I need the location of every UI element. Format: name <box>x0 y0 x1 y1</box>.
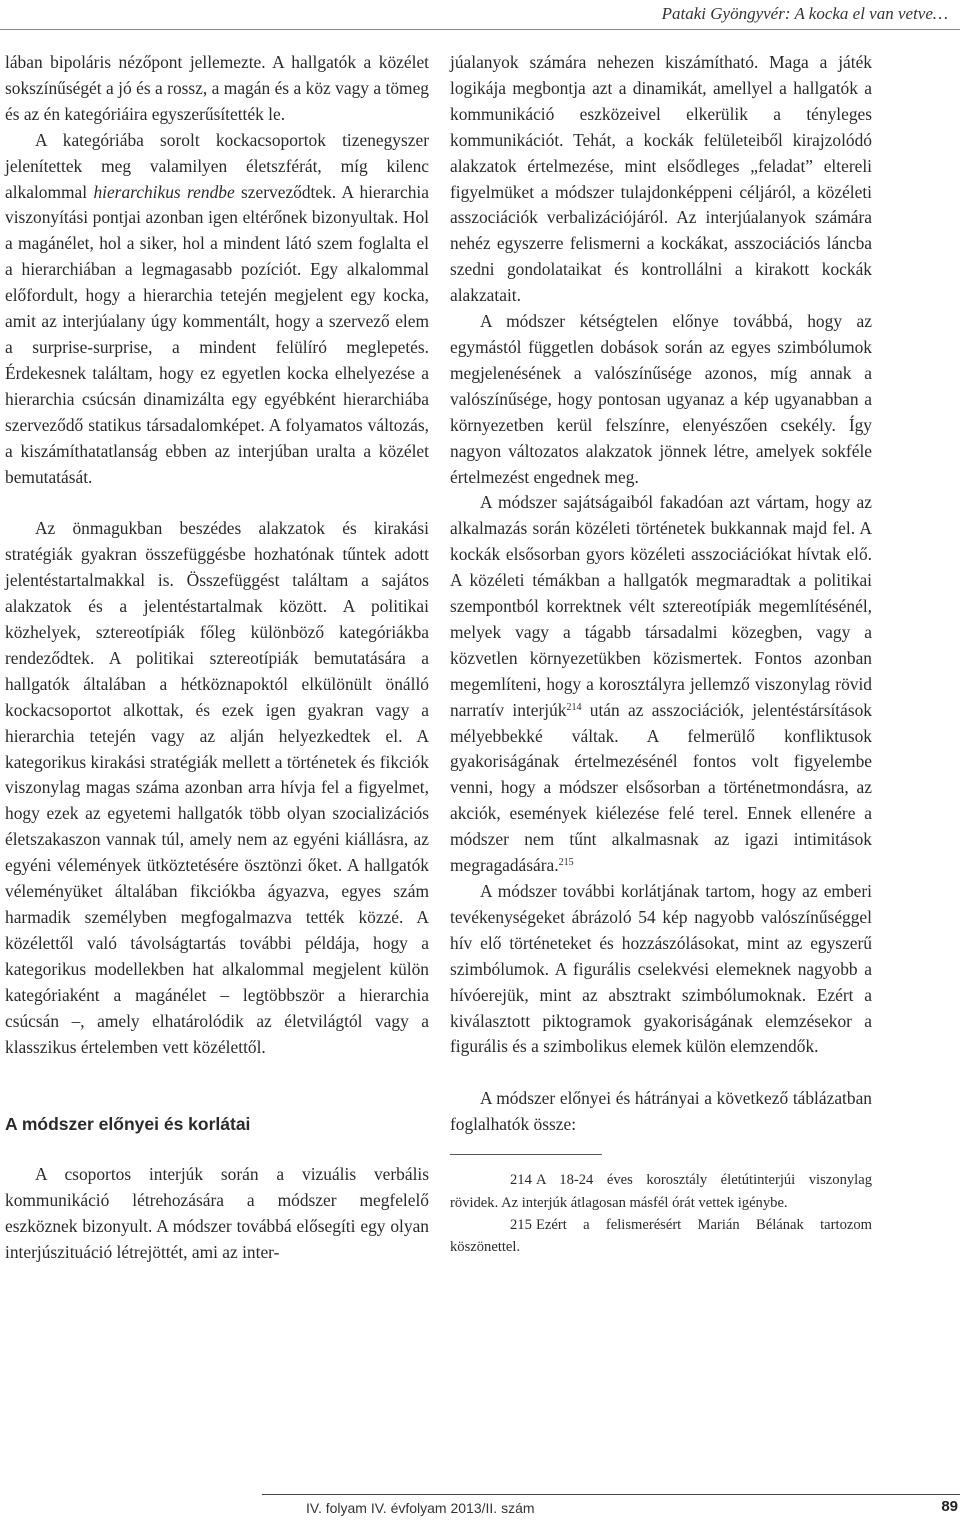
issue-info: IV. folyam IV. évfolyam 2013/II. szám <box>306 1500 535 1516</box>
text-run: A kategóriába sorolt kockacsoportok tizenegyszer jelenítettek meg valamilyen életszférát, míg kilenc alkalommal <box>5 129 429 202</box>
left-column <box>5 50 429 1266</box>
text-run: A módszer sajátságaiból fakadóan azt vártam, hogy az alkalmazás során közéleti történetek bukkannak majd fel. A kockák elsősorban gyors közéleti asszociációkat hívtak elő. A közéleti témákban a hallgatók megmaradtak a politikai szempontból korrektnek vélt sztereotípiák megemlítésénél, melyek vagy a tágabb társadalmi közegben, vagy a közvetlen környezetükben közismertek. Fontos azonban megemlíteni, hogy a korosztályra jellemző viszonylag rövid narratív interjúk <box>450 492 872 720</box>
footnote-rule <box>450 1154 602 1155</box>
paragraph <box>450 490 872 879</box>
text-run: szerveződtek. A hierarchia viszonyítási pontjai azonban igen eltérőnek bizonyultak. Hol a magánélet, hol a siker, hol a mindent látó szem foglalta el a hierarchiában a legmagasabb pozíciót. Egy alkalommal előfordult, hogy a hierarchia tetején megjelent egy kocka, amit az interjúalany úgy kommentált, hogy a szervező elem a surprise-surprise, a mindent felülíró meglepetés. Érdekesnek találtam, hogy ez egyetlen kocka elhelyezése a hierarchia csúcsán dinamizálta egy egyébként hierarchiába szerveződő statikus társadalomképet. A folyamatos változás, a kiszámíthatatlanság ebben az interjúban uralta a közélet bemutatását. <box>5 181 429 487</box>
header-rule <box>0 29 960 30</box>
paragraph: A módszer kétségtelen előnye továbbá, hogy az egymástól független dobások során az egyes szimbólumok megjelenésének a valószínűsége azonos, míg annak a valószínűsége, hogy pontosan ugyanaz a kép ugyanabban a környezetben kerül felszínre, elenyészően csekély. Így nagyon változatos alakzatok jönnek létre, amelyek sokféle értelmezést engednek meg. <box>450 311 872 487</box>
paragraph: A csoportos interjúk során a vizuális verbális kommunikáció létrehozására a módszer megfelelő eszköznek bizonyult. A módszer továbbá elősegíti egy olyan interjúszituáció létrejöttét, ami az inter- <box>5 1164 429 1263</box>
paragraph: Az önmagukban beszédes alakzatok és kirakási stratégiák gyakran összefüggésbe hozhatónak tűntek adott jelentéstartalmakkal is. Összefüggést találtam a sajátos alakzatok és a jelentéstartalmak között. A politikai közhelyek, sztereotípiák főleg különböző kategóriákba rendeződtek. A politikai sztereotípiák bemutatására a hallgatók általában a hétköznapoktól elkülönült önálló kockacsoportot alkottak, és ezek igen gyakran vagy a hierarchia tetején vagy az alján helyezkedtek el. A kategorikus kirakási stratégiák mellett a történetek és fikciók viszonylag magas száma azonban arra hívja fel a figyelmet, hogy ezek az egyetemi hallgatók több olyan szocializációs életszakaszon vannak túl, amely nem az egyéni kiállásra, az egyéni vélemények ütköztetésére ösztönzi őket. A hallgatók véleményüket általában fikciókba ágyazva, egyes szám harmadik személyben megfogalmazva tették közzé. A közélettől való távolságtartás további példája, hogy a kategorikus modellekben hat alkalommal megjelent külön kategóriaként a magánélet – legtöbbször a hierarchia csúcsán –, amely elhatárolódik az életvilágtól vagy a klasszikus értelemben vett közélettől. <box>5 518 429 1057</box>
paragraph: A módszer további korlátjának tartom, hogy az emberi tevékenységeket ábrázoló 54 kép nagyobb valószínűséggel hív elő történeteket és hozzászólásokat, mint az egyszerű szimbólumok. A figurális cselekvési elemeknek nagyobb a hívóerejük, mint az absztrakt szimbólumoknak. Ezért a kiválasztott piktogramok gyakoriságának elemzésekor a figurális és a szimbolikus elemek külön elemzendők. <box>450 881 872 1057</box>
page-number: 89 <box>941 1498 958 1515</box>
footnote-text: Ezért a felismerésért Marián Bélának tartozom köszönettel. <box>450 1216 872 1256</box>
paragraph: lában bipoláris nézőpont jellemezte. A hallgatók a közélet sokszínűségét a jó és a rossz, a magán és a köz vagy a tömeg és az én kategóriáira egyszerűsítették le. <box>5 52 429 124</box>
running-head: Pataki Gyöngyvér: A kocka el van vetve… <box>661 4 948 23</box>
text-run: után az asszociációk, jelentéstársítások mélyebbekké váltak. A felmerülő konfliktusok gyakoriságának értelmezésénél fontos volt figyelembe venni, hogy a módszer elsősorban a történetmondásra, az akciók, események kiélezése felé terel. Ennek ellenére a módszer nem tűnt alkalmasnak az igazi intimitások megragadására. <box>450 699 873 876</box>
paragraph: A módszer előnyei és hátrányai a következő táblázatban foglalhatók össze: <box>450 1088 872 1135</box>
footnote-ref[interactable]: 214 <box>566 701 582 713</box>
footnote-number: 214 <box>510 1172 532 1189</box>
paragraph: júalanyok számára nehezen kiszámítható. Maga a játék logikája megbontja azt a dinamikát, amellyel a hallgatók a kommunikáció eszközeivel elkerülik a tényleges kommunikációt. Tehát, a kockák felületeiből kirajzolódó alakzatok értelmezése, mint elsődleges „feladat” eltereli figyelmüket a módszer tulajdonképpeni céljáról, a közéleti asszociációk verbalizációjáról. Az interjúalanyok számára nehéz egyszerre felismerni a kockákat, asszociációs láncba szedni gondolataikat és kontrollálni a kirakott kockák alakzatait. <box>450 52 872 306</box>
footnote <box>450 1214 872 1259</box>
section-heading: A módszer előnyei és korlátai <box>5 1114 251 1135</box>
footnote <box>450 1169 872 1214</box>
paragraph <box>5 128 429 491</box>
footnote-number: 215 <box>510 1216 532 1233</box>
italic-text: hierarchikus rendbe <box>93 181 235 202</box>
footer-rule <box>262 1494 960 1495</box>
footnote-ref[interactable]: 215 <box>558 857 574 869</box>
right-column <box>450 50 872 1259</box>
footnote-text: A 18-24 éves korosztály életútinterjúi viszonylag rövidek. Az interjúk átlagosan másfél órát vettek igénybe. <box>450 1172 872 1211</box>
